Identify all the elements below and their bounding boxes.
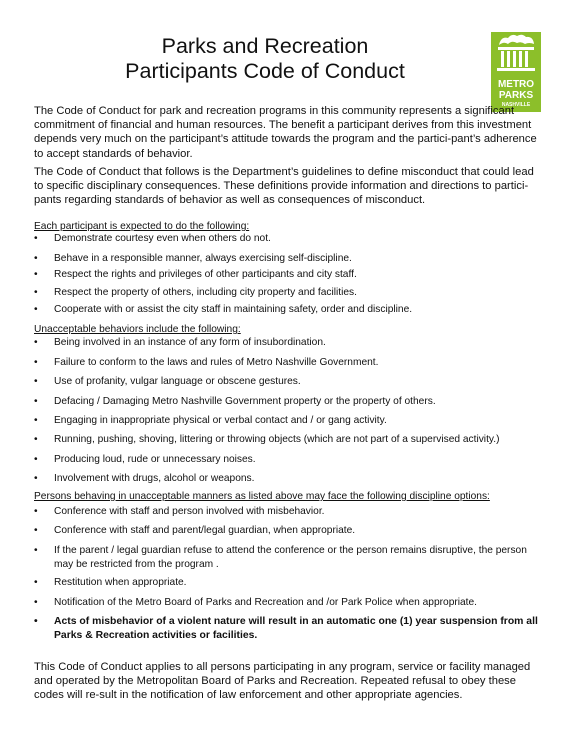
bullet-icon: •: [34, 396, 38, 407]
list-item: • Running, pushing, shoving, littering or throwing objects (which are not part of a supervised activity.): [34, 434, 500, 445]
list-item: • Respect the rights and privileges of other participants and city staff.: [34, 269, 357, 280]
bullet-icon: •: [34, 506, 38, 517]
list-item: • Respect the property of others, including city property and facilities.: [34, 287, 357, 298]
logo-text-metro: METRO: [497, 79, 535, 90]
list-item: • Conference with staff and parent/legal guardian, when appropriate.: [34, 525, 356, 536]
document-title: [60, 34, 470, 84]
section-heading-expected: Each participant is expected to do the following:: [34, 221, 250, 232]
bullet-icon: •: [34, 287, 38, 298]
list-item: • Failure to conform to the laws and rules of Metro Nashville Government.: [34, 357, 379, 368]
list-item: • Involvement with drugs, alcohol or weapons.: [34, 473, 255, 484]
bullet-icon: •: [34, 357, 38, 368]
bullet-icon: •: [34, 434, 38, 445]
section-heading-unacceptable: Unacceptable behaviors include the following:: [34, 324, 241, 335]
bullet-icon: •: [34, 473, 38, 484]
list-item: • Restitution when appropriate.: [34, 577, 187, 588]
bullet-icon: •: [34, 616, 38, 627]
list-item: • Cooperate with or assist the city staff in maintaining safety, order and discipline.: [34, 304, 413, 315]
list-item: • Engaging in inappropriate physical or verbal contact and / or gang activity.: [34, 415, 387, 426]
bullet-icon: •: [34, 337, 38, 348]
intro-paragraph-1: The Code of Conduct for park and recreation programs in this community represents a significant commitment of financial and human resources. The benefit a participant derives from this investment depends very much on the participant’s attitude towards the program and the partici-pant’s adherence to accept standards of behavior.: [34, 105, 537, 160]
title-line-1: Parks and Recreation: [161, 34, 369, 58]
intro-paragraph-2: The Code of Conduct that follows is the Department’s guidelines to define misconduct that could lead to specific disciplinary consequences. These definitions provide information and directions to partici-pants regarding standards of behavior as well as consequences of misconduct.: [34, 166, 534, 207]
logo-text-nashville: NASHVILLE: [501, 102, 531, 108]
section-heading-discipline: Persons behaving in unacceptable manners as listed above may face the following discipline options:: [34, 491, 490, 502]
list-item: • Behave in a responsible manner, always exercising self-discipline.: [34, 253, 352, 264]
bullet-icon: •: [34, 304, 38, 315]
bullet-icon: •: [34, 577, 38, 588]
closing-paragraph: This Code of Conduct applies to all persons participating in any program, service or facility managed and operated by the Metropolitan Board of Parks and Recreation. Repeated refusal to obey these codes will re-sult in the notification of law enforcement and other appropriate agencies.: [34, 661, 531, 702]
bullet-icon: •: [34, 415, 38, 426]
bullet-icon: •: [34, 525, 38, 536]
bullet-icon: •: [34, 597, 38, 608]
bullet-icon: •: [34, 545, 38, 556]
metro-parks-logo: [491, 32, 541, 112]
logo-text-parks: PARKS: [498, 90, 534, 101]
bullet-icon: •: [34, 376, 38, 387]
list-item: • Demonstrate courtesy even when others do not.: [34, 233, 271, 244]
list-item: • Notification of the Metro Board of Parks and Recreation and /or Park Police when appropriate.: [34, 597, 478, 608]
bullet-icon: •: [34, 253, 38, 264]
list-item: • Conference with staff and person involved with misbehavior.: [34, 506, 325, 517]
list-item: • Use of profanity, vulgar language or obscene gestures.: [34, 376, 301, 387]
list-item: • If the parent / legal guardian refuse to attend the conference or the person remains disruptive, the person may be restricted from the program .: [34, 545, 527, 570]
bullet-icon: •: [34, 233, 38, 244]
logo-graphic: [491, 32, 541, 112]
list-item: • Defacing / Damaging Metro Nashville Government property or the property of others.: [34, 396, 436, 407]
list-item: • Producing loud, rude or unnecessary noises.: [34, 454, 256, 465]
bullet-icon: •: [34, 454, 38, 465]
list-item-violent-acts: • Acts of misbehavior of a violent nature will result in an automatic one (1) year suspension from all Parks & Recreation activities or facilities.: [34, 616, 538, 641]
bullet-icon: •: [34, 269, 38, 280]
list-item: • Being involved in an instance of any form of insubordination.: [34, 337, 326, 348]
title-line-2: Participants Code of Conduct: [125, 59, 405, 83]
